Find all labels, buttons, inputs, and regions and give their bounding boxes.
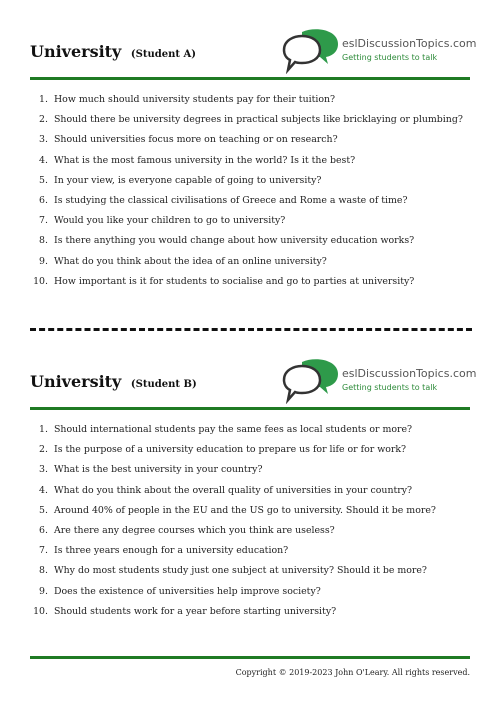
question-number: 7. bbox=[39, 545, 48, 557]
list-item bbox=[30, 561, 480, 581]
list-item bbox=[30, 130, 480, 150]
list-item bbox=[30, 171, 480, 191]
copyright-text: Copyright © 2019-2023 John O'Leary. All rights reserved. bbox=[235, 668, 470, 677]
footer-divider bbox=[30, 656, 470, 659]
question-text: Is studying the classical civilisations of Greece and Rome a waste of time? bbox=[54, 194, 408, 206]
question-text: Around 40% of people in the EU and the US go to university. Should it be more? bbox=[54, 504, 436, 516]
list-item bbox=[30, 90, 480, 110]
question-text: What is the most famous university in the world? Is it the best? bbox=[54, 154, 356, 166]
brand-name: eslDiscussionTopics.com bbox=[342, 37, 477, 50]
list-item bbox=[30, 191, 480, 211]
question-number: 4. bbox=[39, 484, 48, 496]
brand-tagline: Getting students to talk bbox=[342, 383, 438, 392]
list-item bbox=[30, 252, 480, 272]
list-item bbox=[30, 440, 480, 460]
question-number: 10. bbox=[33, 605, 48, 617]
list-item bbox=[30, 582, 480, 602]
question-number: 3. bbox=[39, 464, 48, 476]
question-number: 5. bbox=[39, 174, 48, 186]
list-item bbox=[30, 211, 480, 231]
question-number: 8. bbox=[39, 565, 48, 577]
title-subtitle: (Student B) bbox=[130, 379, 197, 390]
list-item bbox=[30, 521, 480, 541]
question-number: 3. bbox=[39, 134, 48, 146]
list-item bbox=[30, 541, 480, 561]
question-number: 9. bbox=[39, 585, 48, 597]
question-number: 6. bbox=[39, 194, 48, 206]
logo bbox=[280, 358, 480, 404]
question-text: Are there any degree courses which you think are useless? bbox=[54, 524, 335, 536]
question-number: 6. bbox=[39, 524, 48, 536]
question-list-student-a bbox=[30, 90, 480, 292]
question-text: In your view, is everyone capable of going to university? bbox=[54, 174, 322, 186]
question-text: Would you like your children to go to university? bbox=[54, 215, 286, 227]
section-student-a bbox=[0, 0, 500, 287]
question-number: 7. bbox=[39, 215, 48, 227]
list-item bbox=[30, 481, 480, 501]
question-text: Should universities focus more on teaching or on research? bbox=[54, 134, 338, 146]
question-number: 1. bbox=[39, 424, 48, 435]
question-text: Is the purpose of a university education to prepare us for life or for work? bbox=[54, 444, 407, 456]
title-text: University bbox=[30, 42, 122, 61]
list-item bbox=[30, 602, 480, 622]
question-text: How much should university students pay for their tuition? bbox=[54, 94, 336, 105]
speech-bubbles-icon bbox=[280, 28, 340, 74]
list-item bbox=[30, 110, 480, 130]
page-title bbox=[30, 372, 197, 391]
question-text: Is three years enough for a university education? bbox=[54, 545, 289, 557]
question-text: What do you think about the idea of an online university? bbox=[54, 255, 327, 267]
question-list-student-b bbox=[30, 420, 480, 622]
question-text: Should international students pay the same fees as local students or more? bbox=[54, 424, 413, 435]
question-text: Does the existence of universities help improve society? bbox=[54, 585, 321, 597]
list-item bbox=[30, 460, 480, 480]
question-number: 2. bbox=[39, 444, 48, 456]
question-number: 4. bbox=[39, 154, 48, 166]
list-item bbox=[30, 420, 480, 440]
header-divider bbox=[30, 407, 470, 410]
list-item bbox=[30, 272, 480, 292]
header-divider bbox=[30, 77, 470, 80]
question-number: 9. bbox=[39, 255, 48, 267]
page-title bbox=[30, 42, 196, 61]
brand-tagline: Getting students to talk bbox=[342, 53, 438, 62]
question-number: 5. bbox=[39, 504, 48, 516]
header-student-b bbox=[0, 330, 500, 410]
question-number: 10. bbox=[33, 275, 48, 287]
question-number: 8. bbox=[39, 235, 48, 247]
title-text: University bbox=[30, 372, 122, 391]
title-subtitle: (Student A) bbox=[130, 49, 196, 60]
brand-name: eslDiscussionTopics.com bbox=[342, 367, 477, 380]
question-text: Should students work for a year before starting university? bbox=[54, 605, 337, 617]
question-text: Why do most students study just one subject at university? Should it be more? bbox=[54, 565, 427, 577]
logo bbox=[280, 28, 480, 74]
speech-bubbles-icon bbox=[280, 358, 340, 404]
question-text: How important is it for students to socialise and go to parties at university? bbox=[54, 275, 415, 287]
question-text: What is the best university in your country? bbox=[54, 464, 263, 476]
question-text: Should there be university degrees in practical subjects like bricklaying or plumbing? bbox=[54, 114, 463, 126]
question-number: 1. bbox=[39, 94, 48, 105]
question-number: 2. bbox=[39, 114, 48, 126]
header-student-a bbox=[0, 0, 500, 80]
section-student-b bbox=[0, 330, 500, 617]
question-text: Is there anything you would change about how university education works? bbox=[54, 235, 415, 247]
list-item bbox=[30, 501, 480, 521]
question-text: What do you think about the overall quality of universities in your country? bbox=[54, 484, 413, 496]
list-item bbox=[30, 231, 480, 251]
list-item bbox=[30, 151, 480, 171]
